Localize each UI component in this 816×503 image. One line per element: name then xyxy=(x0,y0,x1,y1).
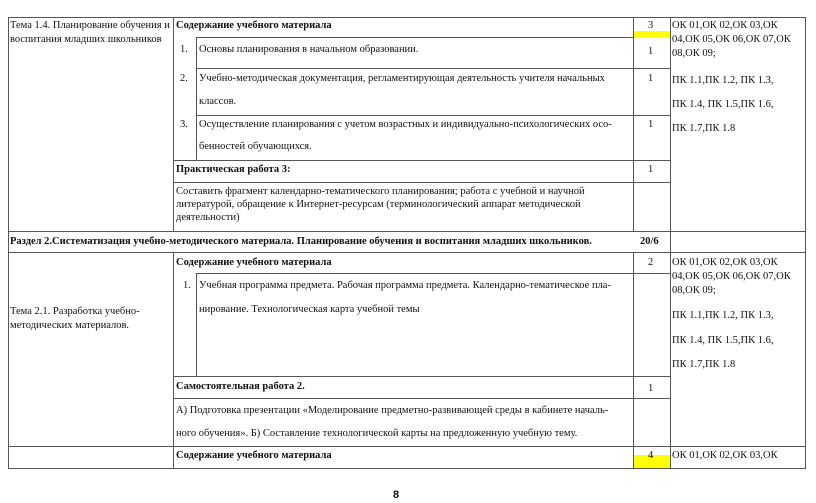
practical-work-hours: 1 xyxy=(648,164,654,175)
content-header: Содержание учебного материала xyxy=(176,257,332,268)
page-number: 8 xyxy=(393,489,400,501)
item-number: 3. xyxy=(180,119,188,130)
practical-work-text: Составить фрагмент календарно-тематического планирования; работа с учебной и научной литературой, обращение к Интернет-ресурсам (терминологический аппарат методической деятельности) xyxy=(176,186,585,223)
item-hours: 1 xyxy=(648,46,654,57)
competency-line: ПК 1.1,ПК 1.2, ПК 1.3, xyxy=(672,310,774,321)
competency-line: ПК 1.1,ПК 1.2, ПК 1.3, xyxy=(672,75,774,86)
item-text: бенностей обучающихся. xyxy=(199,141,312,152)
content-header: Содержание учебного материала xyxy=(176,450,332,461)
competency-line: ОК 01,ОК 02,ОК 03,ОК xyxy=(672,257,778,268)
content-hours: 4 xyxy=(648,450,654,461)
section-2-title: Раздел 2.Систематизация учебно-методического материала. Планирование обучения и воспитания младших школьников. xyxy=(10,236,592,247)
competency-line: ПК 1.7,ПК 1.8 xyxy=(672,123,736,134)
competency-line: 04,ОК 05,ОК 06,ОК 07,ОК xyxy=(672,34,791,45)
item-text: Основы планирования в начальном образовании. xyxy=(199,44,419,55)
competency-line: 04,ОК 05,ОК 06,ОК 07,ОК xyxy=(672,271,791,282)
independent-work-hours: 1 xyxy=(648,383,654,394)
item-text: нирование. Технологическая карта учебной темы xyxy=(199,304,420,315)
practical-work-header: Практическая работа 3: xyxy=(176,164,291,175)
competency-line: 08,ОК 09; xyxy=(672,285,716,296)
competency-line: ПК 1.4, ПК 1.5,ПК 1.6, xyxy=(672,99,774,110)
item-text: классов. xyxy=(199,96,237,107)
topic-2-1-title: Тема 2.1. Разработка учебно-методических материалов. xyxy=(10,306,140,331)
competency-line: ПК 1.7,ПК 1.8 xyxy=(672,359,736,370)
item-number: 2. xyxy=(180,73,188,84)
item-hours: 1 xyxy=(648,119,654,130)
competency-line: ПК 1.4, ПК 1.5,ПК 1.6, xyxy=(672,335,774,346)
content-header: Содержание учебного материала xyxy=(176,20,332,31)
item-text: Учебно-методическая документация, регламентирующая деятельность учителя начальных xyxy=(199,73,605,84)
content-hours: 2 xyxy=(648,257,654,268)
independent-work-text: А) Подготовка презентации «Моделирование предметно-развивающей среды в кабинете началь- xyxy=(176,405,609,416)
content-hours: 3 xyxy=(648,20,654,31)
item-text: Учебная программа предмета. Рабочая программа предмета. Календарно-тематическое пла- xyxy=(199,280,611,291)
competency-line: ОК 01,ОК 02,ОК 03,ОК xyxy=(672,450,778,461)
item-hours: 1 xyxy=(648,73,654,84)
item-text: Осуществление планирования с учетом возрастных и индивидуально-психологических осо- xyxy=(199,119,612,130)
item-number: 1. xyxy=(183,280,191,291)
topic-1-4-title: Тема 1.4. Планирование обучения и воспитания младших школьников xyxy=(10,20,170,45)
independent-work-header: Самостоятельная работа 2. xyxy=(176,381,305,392)
section-2-hours: 20/6 xyxy=(640,236,659,247)
item-number: 1. xyxy=(180,44,188,55)
independent-work-text: ного обучения». Б) Составление технологической карты на предложенную учебную тему. xyxy=(176,428,578,439)
competency-line: 08,ОК 09; xyxy=(672,48,716,59)
competency-line: ОК 01,ОК 02,ОК 03,ОК xyxy=(672,20,778,31)
